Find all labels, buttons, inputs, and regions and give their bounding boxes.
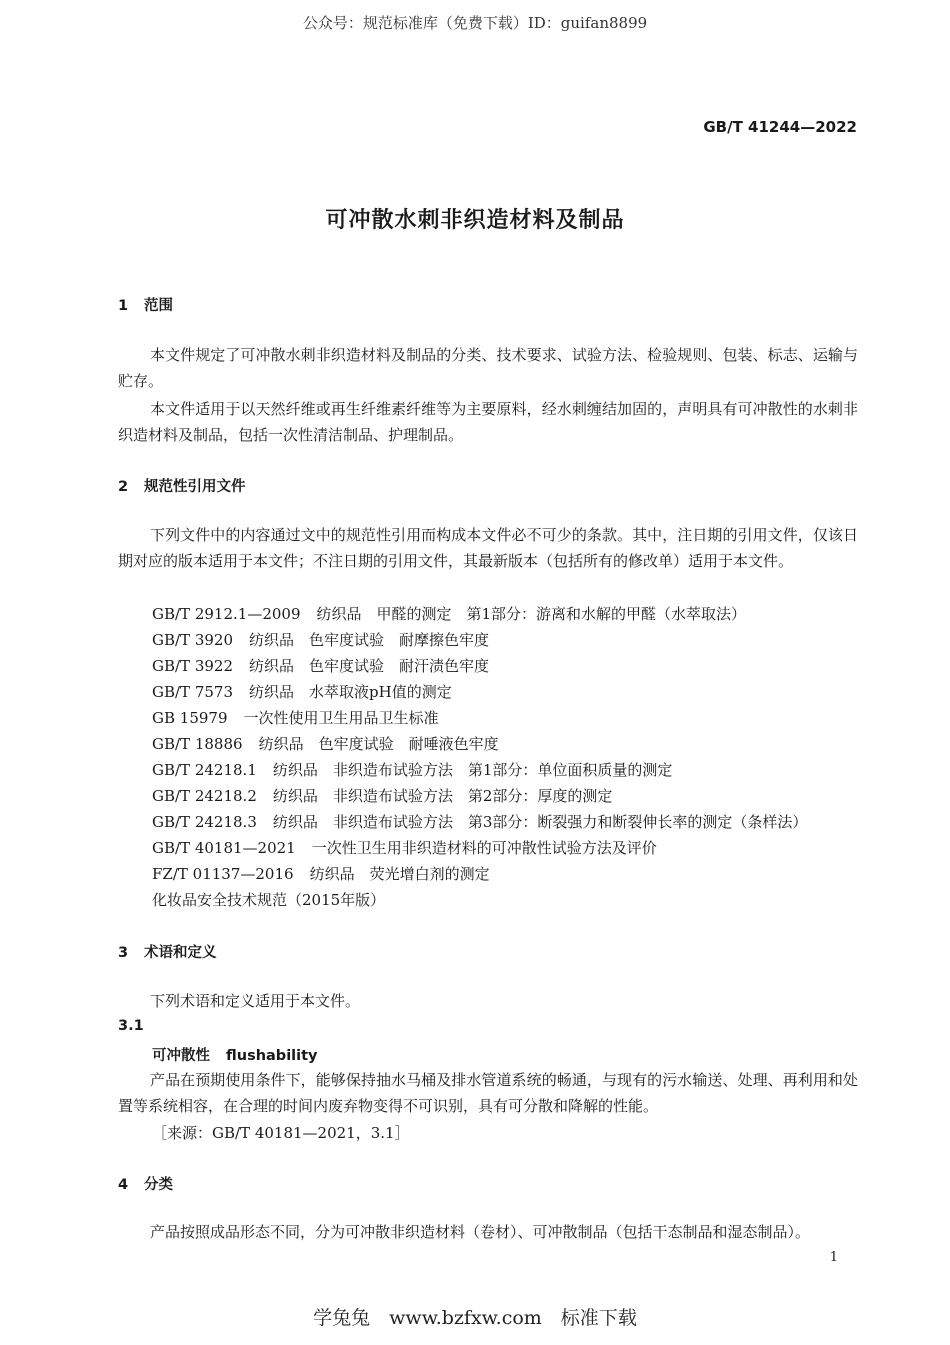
reference-code: GB/T 3920	[152, 631, 234, 649]
paragraph: 本文件规定了可冲散水刺非织造材料及制品的分类、技术要求、试验方法、检验规则、包装、标志、运输与贮存。	[118, 346, 858, 390]
section-title: 范围	[144, 298, 173, 314]
section-number: 4	[118, 1177, 129, 1193]
reference-code: GB/T 2912.1—2009	[152, 605, 301, 623]
section-title: 规范性引用文件	[144, 479, 246, 495]
reference-title: 纺织品 非织造布试验方法 第1部分：单位面积质量的测定	[272, 761, 673, 779]
reference-item	[152, 811, 807, 832]
reference-title: 一次性使用卫生用品卫生标准	[243, 709, 439, 727]
section-2-heading	[118, 475, 246, 496]
document-title: 可冲散水刺非织造材料及制品	[325, 208, 625, 233]
reference-code: GB/T 24218.3	[152, 813, 257, 831]
reference-code: GB/T 3922	[152, 657, 234, 675]
reference-item	[152, 837, 657, 858]
reference-item	[152, 655, 489, 676]
term-name	[152, 1044, 317, 1065]
reference-title: 纺织品 色牢度试验 耐汗渍色牢度	[249, 657, 490, 675]
section-title: 分类	[144, 1177, 173, 1193]
reference-title: 一次性卫生用非织造材料的可冲散性试验方法及评价	[311, 839, 657, 857]
section-number: 1	[118, 298, 129, 314]
reference-item	[152, 707, 439, 728]
term-source: ［来源：GB/T 40181—2021，3.1］	[152, 1124, 410, 1142]
standard-code: GB/T 41244—2022	[703, 118, 857, 136]
reference-code: GB/T 24218.2	[152, 787, 257, 805]
section-4-heading	[118, 1173, 173, 1194]
page-number: 1	[829, 1250, 838, 1265]
term-english: flushability	[226, 1048, 318, 1064]
reference-item	[152, 863, 490, 884]
reference-code: GB/T 40181—2021	[152, 839, 296, 857]
paragraph: 本文件适用于以天然纤维或再生纤维素纤维等为主要原料，经水刺缠结加固的，声明具有可冲散性的水刺非织造材料及制品，包括一次性清洁制品、护理制品。	[118, 400, 858, 444]
reference-title: 纺织品 色牢度试验 耐唾液色牢度	[258, 735, 499, 753]
reference-title: 纺织品 水萃取液pH值的测定	[249, 683, 452, 701]
section-title: 术语和定义	[144, 945, 217, 961]
reference-item	[152, 785, 612, 806]
reference-title: 纺织品 非织造布试验方法 第3部分：断裂强力和断裂伸长率的测定（条样法）	[272, 813, 808, 831]
reference-code: GB/T 7573	[152, 683, 234, 701]
reference-title: 纺织品 荧光增白剂的测定	[309, 865, 490, 883]
reference-item	[152, 681, 452, 702]
reference-title: 纺织品 非织造布试验方法 第2部分：厚度的测定	[272, 787, 613, 805]
section-number: 2	[118, 479, 129, 495]
reference-item	[152, 629, 489, 650]
paragraph: 下列文件中的内容通过文中的规范性引用而构成本文件必不可少的条款。其中，注日期的引用文件，仅该日期对应的版本适用于本文件；不注日期的引用文件，其最新版本（包括所有的修改单）适用于本文件。	[118, 526, 858, 570]
reference-item	[152, 889, 385, 910]
reference-code: GB/T 18886	[152, 735, 243, 753]
reference-item	[152, 759, 672, 780]
section-3-heading	[118, 941, 217, 962]
watermark-top: 公众号：规范标准库（免费下载）ID：guifan8899	[302, 14, 648, 32]
reference-code: GB/T 24218.1	[152, 761, 257, 779]
reference-item	[152, 603, 746, 624]
section-number: 3	[118, 945, 129, 961]
reference-title: 化妆品安全技术规范（2015年版）	[152, 891, 386, 909]
watermark-bottom: 学兔兔 www.bzfxw.com 标准下载	[313, 1307, 637, 1329]
term-chinese: 可冲散性	[152, 1048, 210, 1064]
reference-item	[152, 733, 499, 754]
reference-code: FZ/T 01137—2016	[152, 865, 294, 883]
term-number: 3.1	[118, 1018, 144, 1034]
reference-title: 纺织品 色牢度试验 耐摩擦色牢度	[249, 631, 490, 649]
paragraph: 产品按照成品形态不同，分为可冲散非织造材料（卷材）、可冲散制品（包括干态制品和湿态制品）。	[150, 1223, 811, 1241]
reference-code: GB 15979	[152, 709, 228, 727]
section-1-heading	[118, 294, 173, 315]
reference-title: 纺织品 甲醛的测定 第1部分：游离和水解的甲醛（水萃取法）	[316, 605, 747, 623]
term-definition: 产品在预期使用条件下，能够保持抽水马桶及排水管道系统的畅通，与现有的污水输送、处理、再利用和处置等系统相容，在合理的时间内废弃物变得不可识别，具有可分散和降解的性能。	[118, 1071, 858, 1115]
paragraph: 下列术语和定义适用于本文件。	[150, 992, 361, 1010]
